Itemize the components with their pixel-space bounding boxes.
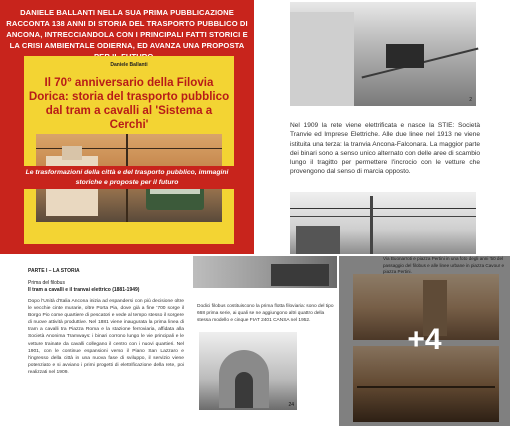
photo-tile-3[interactable] bbox=[0, 256, 191, 426]
photo-tile-4[interactable] bbox=[193, 256, 337, 426]
tram-photo bbox=[290, 2, 476, 106]
photo-tile-1[interactable] bbox=[0, 0, 254, 254]
photo-wire-1 bbox=[290, 208, 476, 209]
cover-title: Il 70° anniversario della Filovia Dorica: storia del trasporto pubblico dal tram a cavalli al 'Sistema a Cerchi' bbox=[28, 76, 230, 131]
photo-tile-2[interactable] bbox=[256, 0, 510, 254]
photo-caption: Dodici filobus costituiscono la prima flotta filoviaria: sono del tipo 668 prima serie, ai quali se ne aggiungono altri quattro della stessa modello e cinque FIAT 2401 CANSA nel 1952. bbox=[197, 304, 334, 323]
page-paragraph: Nel 1909 la rete viene elettrificata e nasce la STIE: Società Tranvie ed Imprese Elettriche. Alle due linee nel 1913 ne viene istituita una terza: la tranvia Ancona-Falconara. La maggior parte dei binari sono a senso unico alternato con delle aree di scambio lungo il tragitto per permettere l'incrocio con le vetture che provengono dal senso di marcia opposto. bbox=[290, 122, 480, 176]
cover-blurb: DANIELE BALLANTI NELLA SUA PRIMA PUBBLICAZIONE RACCONTA 138 ANNI DI STORIA DEL TRASPORTO PUBBLICO DI ANCONA, INTRECCIANDOLA CON I PRINCIPALI FATTI STORICI E LA CRISI AMBIENTALE ODIERNA, ED AVANZA UNA PROPOSTA bbox=[6, 8, 248, 50]
page-body-text: Dopo l'Unità d'Italia Ancona inizia ad espandersi con più decisione oltre le vecchie cinte murarie, oltre Porta Pia, dove già a fine '700 sorge il Borgo Pio come quartiere di pescatori e vede al tempo stesso il sorgere di nuove attività produttive. Nel 1881 viene inaugurata la prima linea di tram a cavalli tra Piazza Roma e la stazione ferroviaria, affidata alla Società Anonima Tramways: i binari corrono lungo le vie principali e le vetture trainate da cavalli collegano il centro con i nuovi quartieri. Nel 1901, con le continue espansioni verso il Piano San Lazzaro e l'ingresso della città in una nuova fase di sviluppo, il servizio viene potenziato e si avviano i primi progetti di elettrificazione della rete, poi realizzati nel 1909. bbox=[28, 299, 184, 375]
trolley-wires-photo bbox=[290, 192, 476, 254]
photo-number: 24 bbox=[288, 402, 294, 408]
photo-caption: Via Buonarroti e piazza Pertini in una foto degli anni '50 del passaggio del filobus e alle linee urbane in piazza Cavour e piazza Pertini. bbox=[383, 256, 505, 274]
photo-number: 2 bbox=[469, 97, 472, 103]
photo-tram-2 bbox=[296, 226, 340, 254]
subsection-title: Il tram a cavalli e il tranvai elettrico (1881-1949) bbox=[28, 287, 140, 293]
cover-author: Daniele Ballanti bbox=[110, 62, 148, 68]
photo-arch bbox=[219, 350, 269, 408]
photo-tram bbox=[386, 44, 424, 68]
more-photos-count[interactable]: +4 bbox=[407, 323, 442, 356]
part-header: PARTE I – LA STORIA bbox=[28, 268, 80, 274]
photo-pole-2 bbox=[370, 196, 373, 254]
trolleybus-photo bbox=[193, 256, 337, 288]
cover-panel bbox=[24, 56, 234, 244]
cover-subtitle: Le trasformazioni della città e del trasporto pubblico, immagini storiche e proposte per il futuro bbox=[18, 166, 236, 189]
photo-tower bbox=[62, 146, 82, 160]
photo-wire-2 bbox=[290, 216, 476, 217]
section-title: Prima del filobus bbox=[28, 280, 65, 286]
church-photo bbox=[199, 332, 297, 410]
photo-tile-more[interactable] bbox=[339, 256, 510, 426]
photo-wall bbox=[290, 12, 354, 106]
photo-bus bbox=[271, 264, 329, 286]
